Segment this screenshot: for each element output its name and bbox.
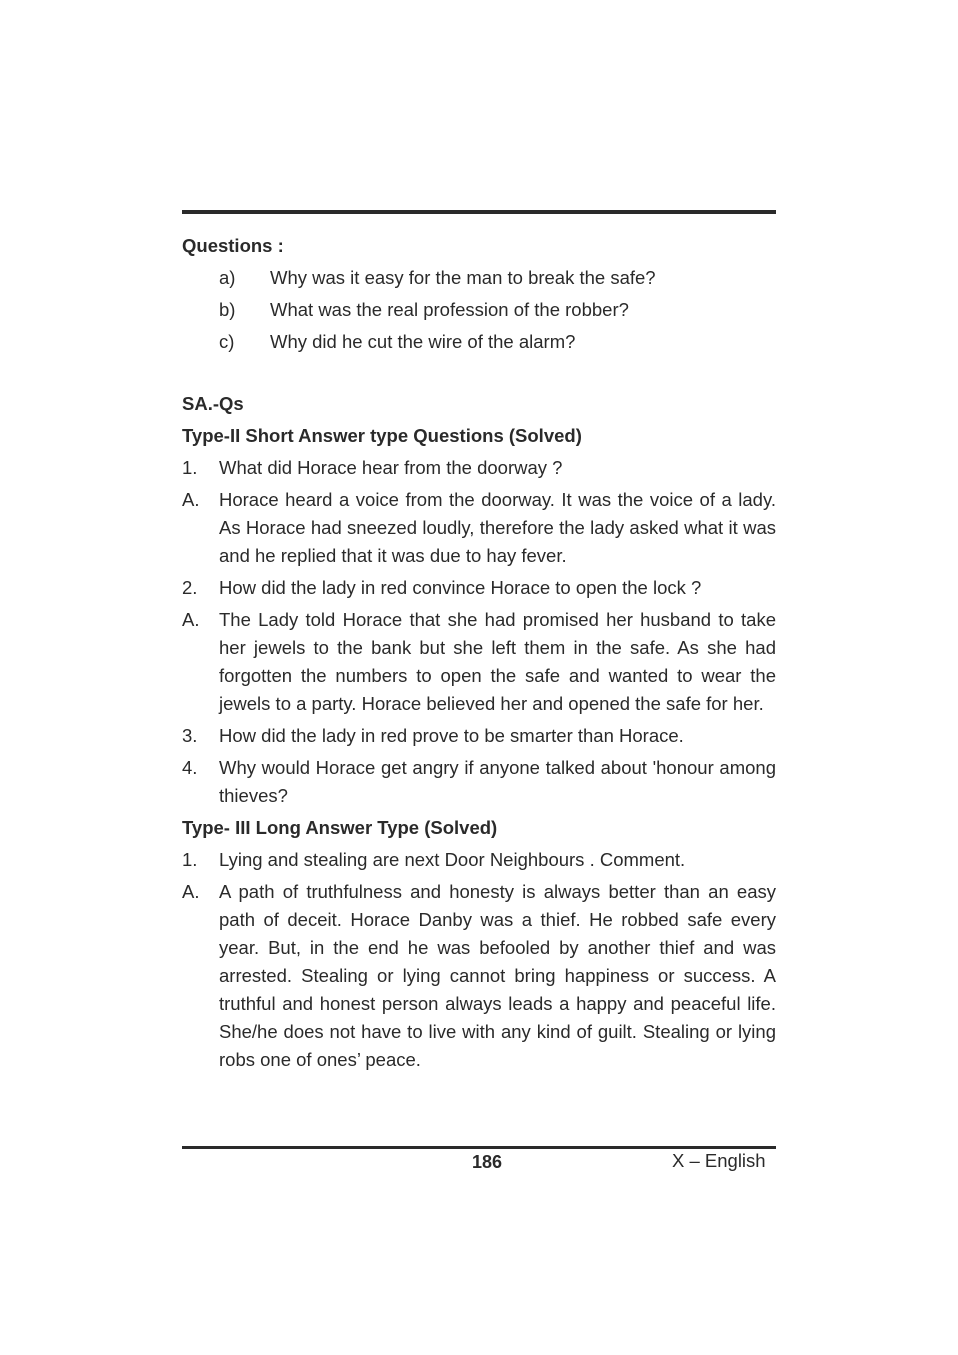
type2-heading: Type-II Short Answer type Questions (Solved)	[182, 425, 582, 446]
qa-entry	[182, 606, 776, 718]
entry-number: A.	[182, 489, 200, 510]
page-content	[182, 232, 776, 1074]
entry-number: A.	[182, 609, 200, 630]
question-label: a)	[219, 267, 236, 288]
question-label: c)	[219, 331, 235, 352]
bottom-rule	[182, 1146, 776, 1149]
entry-number: 1.	[182, 849, 198, 870]
question-text: Why was it easy for the man to break the safe?	[270, 267, 656, 288]
question-label: b)	[219, 299, 236, 320]
page-number: 186	[472, 1152, 503, 1172]
qa-entry	[182, 846, 776, 874]
question-item	[182, 328, 776, 356]
top-rule	[182, 210, 776, 214]
entry-number: 1.	[182, 457, 198, 478]
entry-text: Lying and stealing are next Door Neighbours . Comment.	[219, 849, 686, 870]
entry-number: 2.	[182, 577, 198, 598]
questions-heading: Questions :	[182, 235, 284, 256]
qa-entry	[182, 754, 776, 810]
entry-text: What did Horace hear from the doorway ?	[219, 457, 563, 478]
entry-text: A path of truthfulness and honesty is always better than an easy path of deceit. Horace Danby was a thief. He robbed safe every year. But, in the end he was befooled by another thief and was arrested. Stealing or lying cannot bring happiness or success. A truthful and honest person always leads a happy and peaceful life. She/he does not have to live with any kind of guilt. Stealing or lying robs one of ones’ peace.	[219, 881, 776, 1070]
sa-title: SA.-Qs	[182, 393, 244, 414]
question-text: Why did he cut the wire of the alarm?	[270, 331, 576, 352]
entry-number: 4.	[182, 757, 198, 778]
qa-entry	[182, 454, 776, 482]
question-item	[182, 264, 776, 292]
entry-number: 3.	[182, 725, 198, 746]
entry-text: Horace heard a voice from the doorway. It was the voice of a lady. As Horace had sneezed loudly, therefore the lady asked what it was and he replied that it was due to hay fever.	[219, 489, 776, 566]
entry-text: The Lady told Horace that she had promised her husband to take her jewels to the bank but she left them in the safe. As she had forgotten the numbers to open the safe and wanted to wear the jewels to a party. Horace believed her and opened the safe for her.	[219, 609, 776, 714]
entry-text: How did the lady in red convince Horace to open the lock ?	[219, 577, 702, 598]
entry-text: Why would Horace get angry if anyone talked about 'honour among thieves?	[219, 757, 776, 806]
footer-subject: X – English	[672, 1150, 766, 1171]
question-text: What was the real profession of the robber?	[270, 299, 629, 320]
questions-list	[182, 264, 776, 356]
type3-heading: Type- III Long Answer Type (Solved)	[182, 817, 498, 838]
qa-entry	[182, 486, 776, 570]
entry-text: How did the lady in red prove to be smarter than Horace.	[219, 725, 684, 746]
entry-number: A.	[182, 881, 200, 902]
qa-entry	[182, 878, 776, 1074]
qa-entry	[182, 574, 776, 602]
qa-entry	[182, 722, 776, 750]
question-item	[182, 296, 776, 324]
